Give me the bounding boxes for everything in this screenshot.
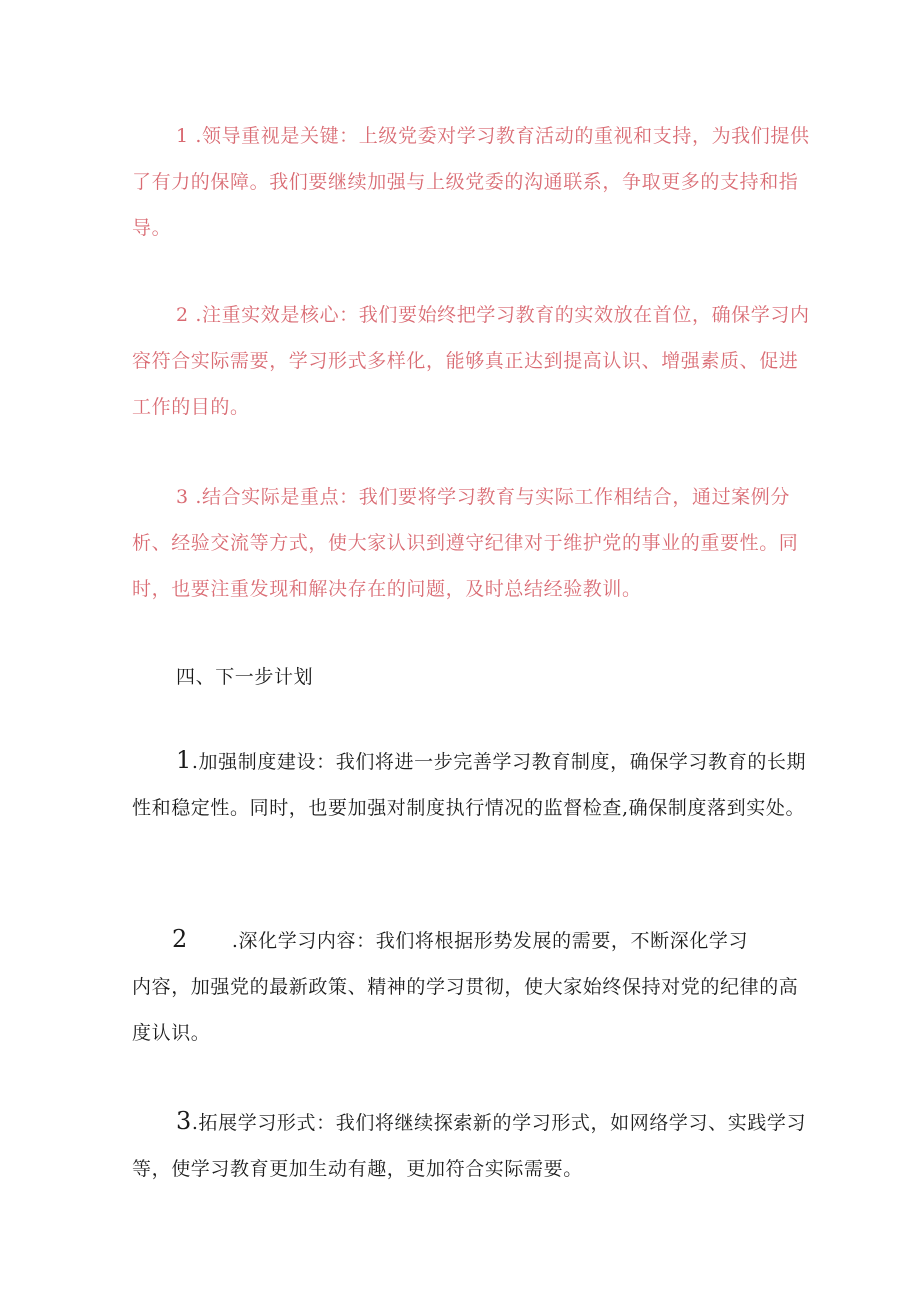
section3-item-3 [132, 474, 810, 612]
item-number: 2 [176, 304, 189, 326]
section4-heading: 四、下一步计划 [176, 666, 314, 688]
item-number: 1 [176, 746, 192, 774]
item-number: 3 [176, 1107, 192, 1135]
item-number: 2 [172, 925, 188, 953]
item-text: .结合实际是重点：我们要将学习教育与实际工作相结合，通过案例分析、经验交流等方式，使大家认识到遵守纪律对于维护党的事业的重要性。同时，也要注重发现和解决存在的问题，及时总结经验教训。 [132, 486, 799, 600]
item-number: 3 [176, 486, 189, 508]
item-text: .拓展学习形式：我们将继续探索新的学习形式，如网络学习、实践学习等，使学习教育更加生动有趣，更加符合实际需要。 [132, 1112, 807, 1180]
section4-item-3 [132, 1098, 810, 1192]
item-number: 1 [176, 125, 189, 147]
item-text: .注重实效是核心：我们要始终把学习教育的实效放在首位，确保学习内容符合实际需要，学习形式多样化，能够真正达到提高认识、增强素质、促进工作的目的。 [132, 304, 810, 418]
item-text-rest: 内容，加强党的最新政策、精神的学习贯彻，使大家始终保持对党的纪律的高度认识。 [132, 976, 799, 1044]
section3-item-1 [132, 113, 810, 251]
item-text-line1: .深化学习内容：我们将根据形势发展的需要，不断深化学习 [231, 930, 749, 952]
section4-item-1 [132, 737, 810, 831]
section4-item-2 [132, 916, 810, 1056]
item-text: .加强制度建设：我们将进一步完善学习教育制度，确保学习教育的长期性和稳定性。同时，也要加强对制度执行情况的监督检查,确保制度落到实处。 [132, 751, 807, 819]
item-text: .领导重视是关键：上级党委对学习教育活动的重视和支持，为我们提供了有力的保障。我们要继续加强与上级党委的沟通联系，争取更多的支持和指导。 [132, 125, 810, 239]
section3-item-2 [132, 292, 810, 430]
